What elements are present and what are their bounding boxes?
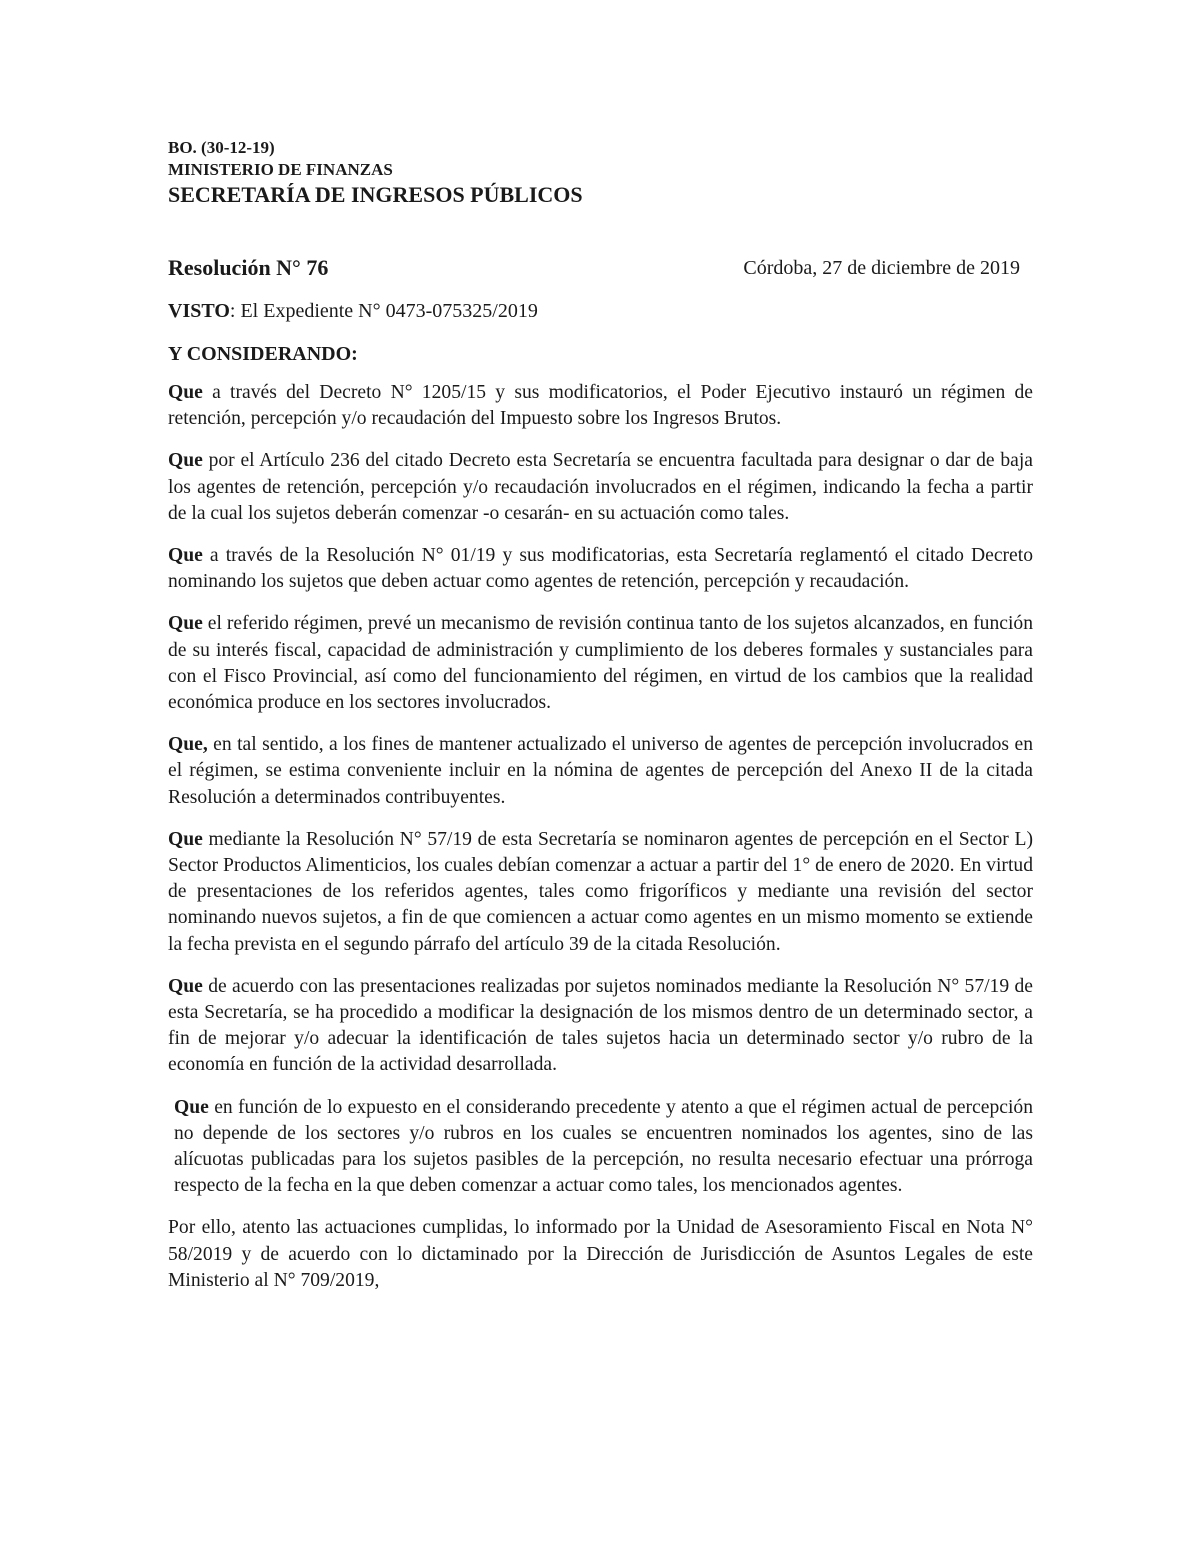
paragraph-lead: Que (168, 382, 203, 403)
resolution-title: Resolución N° 76 (168, 255, 329, 280)
visto-text: : El Expediente N° 0473-075325/2019 (229, 300, 538, 322)
visto-label: VISTO (168, 300, 230, 322)
paragraph-text: mediante la Resolución N° 57/19 de esta Secretaría se nominaron agentes de percepción en el Sector L) Sector Productos Alimenticios, los cuales debían comenzar a actuar a partir del 1° de enero de 2020. En virtud de presentaciones de los referidos agentes, tales como frigoríficos y mediante una revisión del sector nominando nuevos sujetos, a fin de que comiencen a actuar como agentes en un mismo momento se extiende la fecha prevista en el segundo párrafo del artículo 39 de la citada Resolución. (168, 828, 1033, 955)
paragraph (168, 448, 1033, 527)
paragraph-lead: Que (168, 975, 203, 997)
paragraph (168, 1095, 1033, 1200)
paragraph-lead: Que (168, 450, 203, 472)
document-header (168, 137, 1048, 209)
paragraph-text: a través de la Resolución N° 01/19 y sus modificatorias, esta Secretaría reglamentó el citado Decreto nominando los sujetos que deben actuar como agentes de retención, percepción y recaudación. (168, 545, 1033, 593)
paragraph-text: por el Artículo 236 del citado Decreto esta Secretaría se encuentra facultada para designar o dar de baja los agentes de retención, percepción y/o recaudación involucrados en el régimen, indicando la fecha a partir de la cual los sujetos deberán comenzar -o cesarán- en su actuación como tales. (168, 450, 1033, 524)
paragraph-lead: Que (168, 545, 203, 567)
secretariat-name: SECRETARÍA DE INGRESOS PÚBLICOS (168, 182, 583, 207)
paragraph-lead: Que (174, 1096, 209, 1118)
bulletin-date: BO. (30-12-19) (168, 138, 275, 157)
paragraph (168, 827, 1033, 958)
paragraph-lead: Que (168, 828, 203, 850)
paragraph-text: en función de lo expuesto en el considerando precedente y atento a que el régimen actual de percepción no depende de los sectores y/o rubros en los cuales se encuentren nominados los agentes, sino de las alícuotas publicadas para los sujetos pasibles de la percepción, no resulta necesario efectuar una prórroga respecto de la fecha en la que deben comenzar a actuar como tales, los mencionados agentes. (174, 1096, 1033, 1197)
paragraph (168, 543, 1033, 595)
paragraph (168, 380, 1033, 432)
ministry-name: MINISTERIO DE FINANZAS (168, 160, 393, 179)
body-text (168, 380, 1033, 1310)
paragraph-text: el referido régimen, prevé un mecanismo de revisión continua tanto de los sujetos alcanzados, en función de su interés fiscal, capacidad de administración y cumplimiento de los deberes formales y sustanciales para con el Fisco Provincial, así como del funcionamiento del régimen, en virtud de los cambios que la realidad económica produce en los sectores involucrados. (168, 613, 1033, 714)
considerando-heading: Y CONSIDERANDO: (168, 343, 358, 365)
closing-paragraph (168, 1215, 1033, 1294)
paragraph-text: de acuerdo con las presentaciones realizadas por sujetos nominados mediante la Resolución N° 57/19 de esta Secretaría, se ha procedido a modificar la designación de los mismos dentro de un determinado sector, a fin de mejorar y/o adecuar la identificación de tales sujetos hacia un determinado sector y/o rubro de la economía en función de la actividad desarrollada. (168, 975, 1033, 1076)
resolution-line (168, 252, 1020, 284)
place-date: Córdoba, 27 de diciembre de 2019 (743, 257, 1020, 279)
paragraph-text: Por ello, atento las actuaciones cumplidas, lo informado por la Unidad de Asesoramiento Fiscal en Nota N° 58/2019 y de acuerdo con lo dictaminado por la Dirección de Jurisdicción de Asuntos Legales de este Ministerio al N° 709/2019, (168, 1217, 1033, 1291)
paragraph-lead: Que, (168, 734, 208, 756)
paragraph (168, 611, 1033, 716)
paragraph-lead: Que (168, 613, 203, 635)
paragraph-text: a través del Decreto N° 1205/15 y sus modificatorios, el Poder Ejecutivo instauró un régimen de retención, percepción y/o recaudación del Impuesto sobre los Ingresos Brutos. (168, 382, 1033, 430)
paragraph (168, 974, 1033, 1079)
paragraph (168, 732, 1033, 811)
paragraph-text: en tal sentido, a los fines de mantener actualizado el universo de agentes de percepción involucrados en el régimen, se estima conveniente incluir en la nómina de agentes de percepción del Anexo II de la citada Resolución a determinados contribuyentes. (168, 734, 1033, 808)
visto-line (168, 297, 1028, 325)
